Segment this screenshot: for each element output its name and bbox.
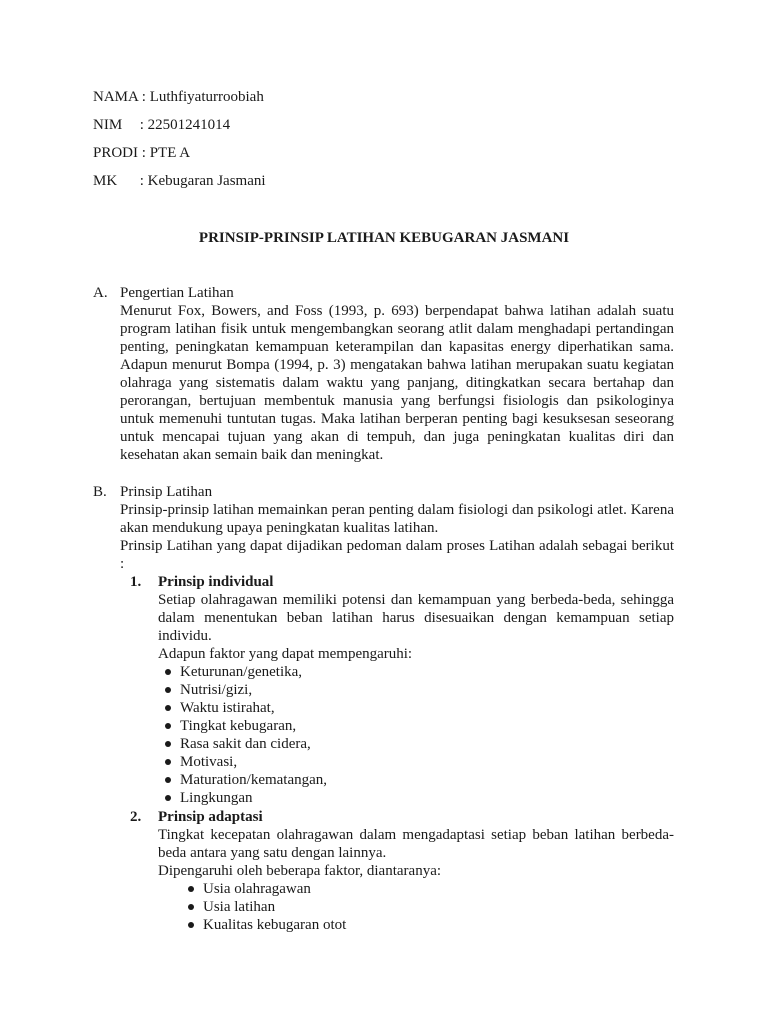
factor-list: [160, 663, 327, 807]
list-item-text: Nutrisi/gizi,: [180, 682, 253, 698]
list-item-text: Usia olahragawan: [203, 881, 311, 897]
bullet-icon: [165, 687, 171, 693]
section-heading: Prinsip Latihan: [120, 484, 213, 500]
factor-list: [183, 880, 346, 934]
identity-key: NIM: [93, 117, 123, 133]
identity-key: NAMA: [93, 89, 139, 105]
list-item-text: Waktu istirahat,: [180, 700, 275, 716]
principle-paragraph: Adapun faktor yang dapat mempengaruhi:: [158, 646, 413, 662]
identity-separator: :: [138, 89, 150, 105]
list-item-text: Keturunan/genetika,: [180, 664, 303, 680]
identity-key: PRODI: [93, 145, 139, 161]
section-marker: B.: [93, 484, 107, 500]
section-heading: Pengertian Latihan: [120, 285, 234, 301]
principle-paragraph: Setiap olahragawan memiliki potensi dan kemampuan yang berbeda-beda, sehingga dalam menentukan beban latihan harus disesuaikan dengan kemampuan setiap individu.: [158, 592, 674, 644]
identity-name-line: [93, 88, 264, 106]
list-item: [160, 753, 327, 771]
list-item: [160, 735, 327, 753]
bullet-icon: [165, 777, 171, 783]
principle-number: 2.: [130, 809, 142, 825]
principle-heading: Prinsip individual: [158, 574, 274, 590]
list-item-text: Tingkat kebugaran,: [180, 718, 297, 734]
list-item-text: Lingkungan: [180, 790, 253, 806]
list-item: [183, 916, 346, 934]
list-item: [160, 663, 327, 681]
identity-value: 22501241014: [147, 117, 231, 133]
list-item: [183, 880, 346, 898]
section-paragraph: Menurut Fox, Bowers, and Foss (1993, p. 693) berpendapat bahwa latihan adalah suatu program latihan fisik untuk mengembangkan seorang atlit dalam menghadapi pertandingan penting, peningkatan kemampuan keterampilan dan kapasitas energy diperhatikan sama. Adapun menurut Bompa (1994, p. 3) mengatakan bahwa latihan merupakan suatu kegiatan olahraga yang sistematis dalam waktu yang panjang, ditingkatkan secara bertahap dan perorangan, bertujuan membentuk manusia yang berfungsi fisiologis dan psikologinya untuk memenuhi tuntutan tugas. Maka latihan berperan penting bagi kesuksesan seseorang untuk mencapai tujuan yang akan di tempuh, dan juga peningkatan kualitas diri dan kesehatan akan semain baik dan meningkat.: [120, 303, 674, 463]
bullet-icon: [165, 723, 171, 729]
identity-value: Kebugaran Jasmani: [147, 173, 266, 189]
section-paragraph: Prinsip Latihan yang dapat dijadikan pedoman dalam proses Latihan adalah sebagai berikut :: [120, 538, 674, 572]
bullet-icon: [165, 705, 171, 711]
list-item-text: Maturation/kematangan,: [180, 772, 328, 788]
list-item-text: Kualitas kebugaran otot: [203, 917, 347, 933]
list-item: [183, 898, 346, 916]
identity-value: PTE A: [149, 145, 191, 161]
list-item: [160, 771, 327, 789]
bullet-icon: [165, 741, 171, 747]
identity-key: MK: [93, 173, 118, 189]
bullet-icon: [188, 904, 194, 910]
list-item-text: Usia latihan: [203, 899, 276, 915]
bullet-icon: [165, 669, 171, 675]
identity-separator: :: [138, 145, 150, 161]
section-marker: A.: [93, 285, 108, 301]
section-paragraph: Prinsip-prinsip latihan memainkan peran penting dalam fisiologi dan psikologi atlet. Karena akan mendukung upaya peningkatan kualitas latihan.: [120, 502, 674, 536]
identity-mk-line: [93, 172, 266, 190]
bullet-icon: [188, 922, 194, 928]
identity-separator: :: [136, 173, 148, 189]
list-item: [160, 717, 327, 735]
identity-nim-line: [93, 116, 230, 134]
list-item-text: Motivasi,: [180, 754, 238, 770]
list-item: [160, 681, 327, 699]
principle-paragraph: Tingkat kecepatan olahragawan dalam mengadaptasi setiap beban latihan berbeda-beda antara yang satu dengan lainnya.: [158, 827, 674, 861]
identity-prodi-line: [93, 144, 190, 162]
principle-heading: Prinsip adaptasi: [158, 809, 263, 825]
identity-separator: :: [136, 117, 148, 133]
identity-value: Luthfiyaturroobiah: [149, 89, 264, 105]
list-item: [160, 789, 327, 807]
bullet-icon: [165, 759, 171, 765]
bullet-icon: [188, 886, 194, 892]
bullet-icon: [165, 795, 171, 801]
list-item-text: Rasa sakit dan cidera,: [180, 736, 311, 752]
principle-paragraph: Dipengaruhi oleh beberapa faktor, diantaranya:: [158, 863, 442, 879]
document-title: PRINSIP-PRINSIP LATIHAN KEBUGARAN JASMANI: [198, 230, 570, 246]
principle-number: 1.: [130, 574, 142, 590]
list-item: [160, 699, 327, 717]
